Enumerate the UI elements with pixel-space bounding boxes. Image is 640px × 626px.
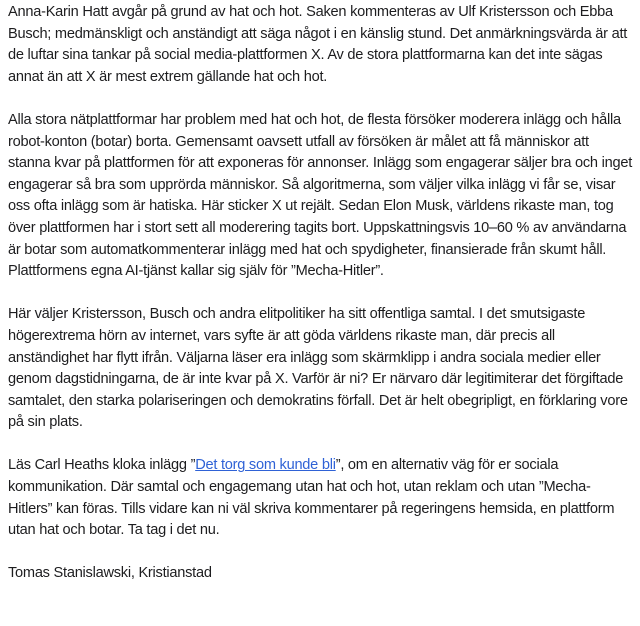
signature: Tomas Stanislawski, Kristianstad [8, 565, 212, 582]
article-link[interactable]: Det torg som kunde bli [195, 457, 336, 474]
paragraph-intro: Anna-Karin Hatt avgår på grund av hat och hot. Saken kommenteras av Ulf Kristersson och Ebba Busch; medmänskligt och anständigt att säga något i en känslig stund. Det anmärkningsvärda är att de luftar sina tankar på social media-plattformen X. Av de stora plattformarna kan det inte sägas annat än att X är mest extrem gällande hat och hot. [8, 4, 628, 85]
paragraph-politicians: Här väljer Kristersson, Busch och andra elitpolitiker ha sitt offentliga samtal. I det smutsigaste högerextrema hörn av internet, vars syfte är att göda världens rikaste man, där precis all anständighet har flytt ifrån. Väljarna läser era inlägg som skärmklipp i andra sociala medier eller genom dagstidningarna, de är inte kvar på X. Varför är ni? Er närvaro där legitimiterar det förgiftade samtalet, den starka polariseringen och demokratins förfall. Det är helt obegripligt, en förklaring vore på sin plats. [8, 306, 628, 431]
recommendation-text-after: ”, om en alternativ väg för er sociala kommunikation. Där samtal och engagemang utan hat och hot, utan reklam och utan ”Mecha-Hitlers” kan föras. Tills vidare kan ni väl skriva kommentarer på regeringens hemsida, en plattform utan hat och botar. Ta tag i det nu. [8, 457, 615, 539]
paragraph-recommendation [8, 455, 632, 541]
paragraph-platforms: Alla stora nätplattformar har problem med hat och hot, de flesta försöker moderera inlägg och hålla robot-konton (botar) borta. Gemensamt oavsett utfall av försöken är målet att få människor att stanna kvar på plattformen för att exponeras för annonser. Inlägg som engagerar säljer bra och inget engagerar så bra som upprörda människor. Så algoritmerna, som väljer vilka inlägg vi får se, visar oss ofta inlägg som är hatiska. Här sticker X ut rejält. Sedan Elon Musk, världens rikaste man, tog över plattformen har i stort sett all moderering tagits bort. Uppskattningsvis 10–60 % av användarna är botar som automatkommenterar inlägg med hat och spydigheter, finansierade från skumt håll. Plattformens egna AI-tjänst kallar sig själv för ”Mecha-Hitler”. [8, 111, 632, 280]
recommendation-text-before: Läs Carl Heaths kloka inlägg ” [8, 457, 196, 474]
